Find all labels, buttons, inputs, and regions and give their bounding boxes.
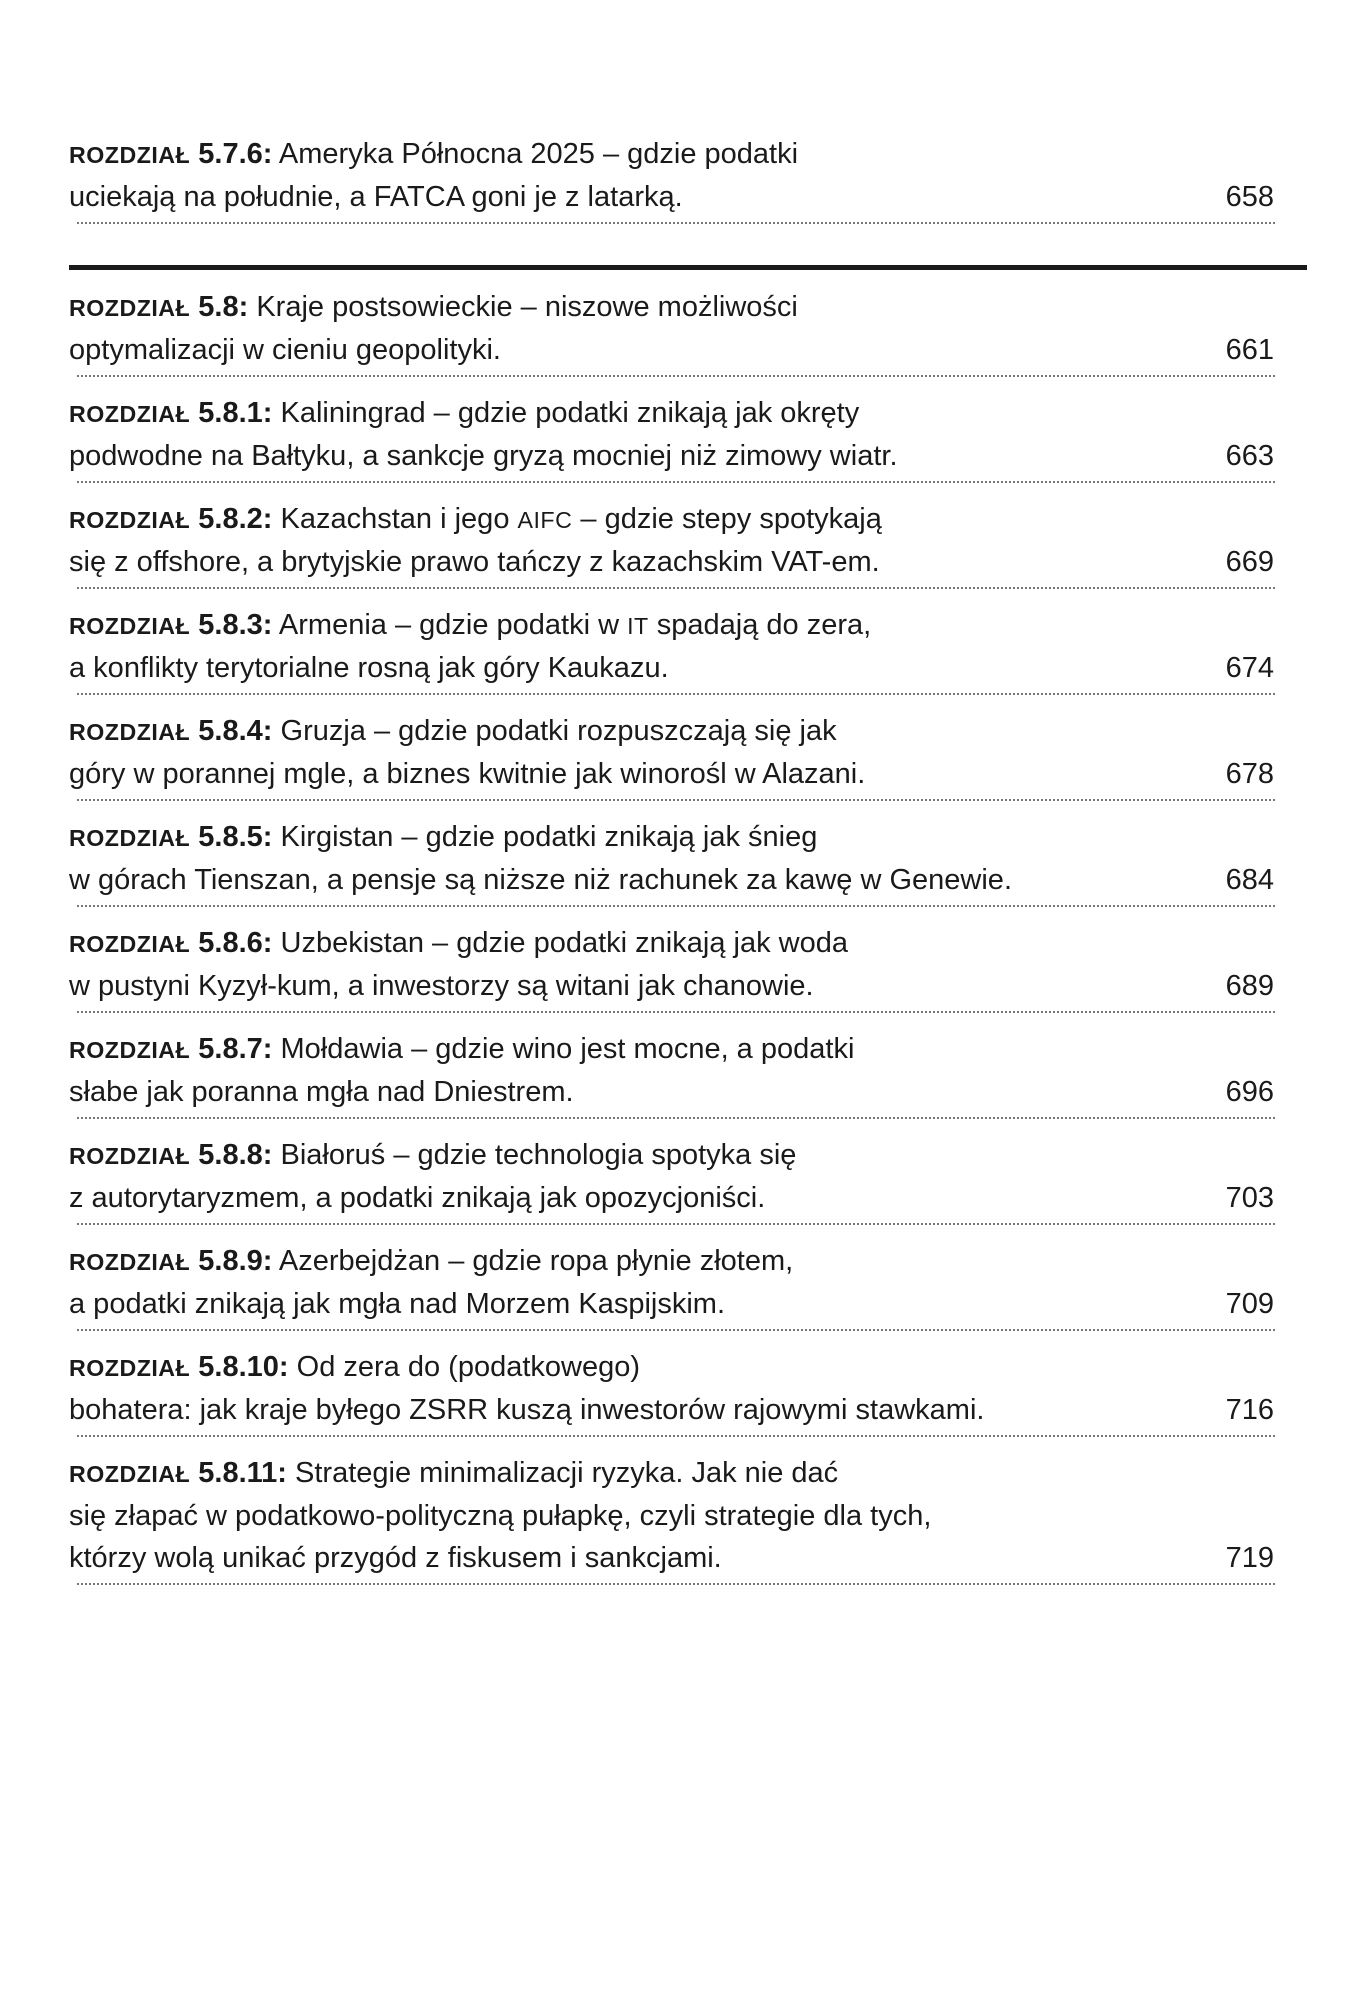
chapter-number: 5.8.6:: [198, 927, 273, 959]
entry-title-line: [69, 1283, 1279, 1325]
chapter-label-word: ROZDZIAŁ: [69, 613, 191, 639]
entry-title-text: którzy wolą unikać przygód z fiskusem i sankcjami.: [69, 1542, 722, 1574]
page-number: 661: [1225, 334, 1274, 366]
page-number: 709: [1225, 1288, 1274, 1320]
chapter-label-word: ROZDZIAŁ: [69, 507, 191, 533]
title-segment: Kazachstan i jego: [280, 503, 518, 535]
chapter-label-word: ROZDZIAŁ: [69, 401, 191, 427]
chapter-number: 5.8:: [198, 291, 249, 323]
entry-title-line: [69, 753, 1279, 795]
entry-title-text: uciekają na południe, a FATCA goni je z latarką.: [69, 181, 683, 213]
toc-entry: [69, 1028, 1279, 1117]
toc-entry: [69, 286, 1279, 375]
chapter-label-word: ROZDZIAŁ: [69, 1143, 191, 1169]
entry-title-line: [69, 1537, 1279, 1579]
entry-title-text: Azerbejdżan – gdzie ropa płynie złotem,: [278, 1245, 794, 1277]
toc-entry: [69, 1452, 1279, 1583]
chapter-number: 5.8.7:: [198, 1033, 273, 1065]
page-number: 663: [1225, 440, 1274, 472]
page-number: 689: [1225, 970, 1274, 1002]
entry-title-line: [69, 1177, 1279, 1219]
entry-title-line: [69, 1071, 1279, 1113]
toc-entry: [69, 498, 1279, 587]
entry-title-text: a podatki znikają jak mgła nad Morzem Kaspijskim.: [69, 1288, 725, 1320]
toc-entry: [69, 392, 1279, 481]
entry-title-line: [69, 859, 1279, 901]
entry-title-text: Uzbekistan – gdzie podatki znikają jak woda: [280, 927, 848, 959]
entry-title-text: podwodne na Bałtyku, a sankcje gryzą mocniej niż zimowy wiatr.: [69, 440, 898, 472]
chapter-number: 5.8.1:: [198, 397, 273, 429]
page-number: 696: [1225, 1076, 1274, 1108]
chapter-label-word: ROZDZIAŁ: [69, 1355, 191, 1381]
chapter-number: 5.8.3:: [198, 609, 273, 641]
chapter-label-word: ROZDZIAŁ: [69, 295, 191, 321]
entry-title-line: [69, 1346, 1279, 1389]
entry-title-line: [69, 1240, 1279, 1283]
entry-title-line: [69, 286, 1279, 329]
toc-entry: [69, 816, 1279, 905]
chapter-label-word: ROZDZIAŁ: [69, 931, 191, 957]
entry-title-line: [69, 965, 1279, 1007]
chapter-number: 5.7.6:: [198, 138, 273, 170]
toc-entry: [69, 133, 1279, 222]
entry-title-line: [69, 435, 1279, 477]
entry-title-text: w pustyni Kyzył-kum, a inwestorzy są witani jak chanowie.: [69, 970, 814, 1002]
chapter-number: 5.8.11:: [198, 1457, 287, 1489]
chapter-number: 5.8.2:: [198, 503, 273, 535]
entry-title-line: [69, 604, 1279, 647]
toc-entry: [69, 922, 1279, 1011]
entry-title-text: Ameryka Północna 2025 – gdzie podatki: [278, 138, 799, 170]
chapter-label-word: ROZDZIAŁ: [69, 1037, 191, 1063]
toc-section-5-8: [69, 286, 1279, 1583]
entry-title-line: [69, 1028, 1279, 1071]
title-segment: Armenia – gdzie podatki w: [278, 609, 628, 641]
entry-title-text: Kraje postsowieckie – niszowe możliwości: [256, 291, 798, 323]
toc-section-5-7: [69, 133, 1279, 222]
page-number: 678: [1225, 758, 1274, 790]
chapter-label-word: ROZDZIAŁ: [69, 1461, 191, 1487]
entry-title-line: [69, 329, 1279, 371]
acronym: AIFC: [517, 507, 573, 533]
entry-title-text: Gruzja – gdzie podatki rozpuszczają się jak: [280, 715, 837, 747]
entry-title-text: Mołdawia – gdzie wino jest mocne, a podatki: [280, 1033, 855, 1065]
entry-title-text: Kaliningrad – gdzie podatki znikają jak okręty: [280, 397, 860, 429]
entry-title-text: z autorytaryzmem, a podatki znikają jak opozycjoniści.: [69, 1182, 766, 1214]
entry-title-text: bohatera: jak kraje byłego ZSRR kuszą inwestorów rajowymi stawkami.: [69, 1394, 985, 1426]
page-number: 719: [1225, 1542, 1274, 1574]
entry-title-text: się złapać w podatkowo-polityczną pułapkę, czyli strategie dla tych,: [69, 1500, 932, 1532]
page-number: 674: [1225, 652, 1274, 684]
chapter-label-word: ROZDZIAŁ: [69, 825, 191, 851]
toc-entry: [69, 710, 1279, 799]
entry-title-line: [69, 710, 1279, 753]
page-number: 684: [1225, 864, 1274, 896]
chapter-number: 5.8.5:: [198, 821, 273, 853]
entry-title-line: [69, 1389, 1279, 1431]
entry-title-line: [69, 1495, 1279, 1537]
entry-title-text: Białoruś – gdzie technologia spotyka się: [280, 1139, 797, 1171]
chapter-number: 5.8.8:: [198, 1139, 273, 1171]
entry-title-line: [69, 1452, 1279, 1495]
acronym: IT: [627, 613, 649, 639]
chapter-number: 5.8.10:: [198, 1351, 289, 1383]
entry-title-text: w górach Tienszan, a pensje są niższe niż rachunek za kawę w Genewie.: [69, 864, 1012, 896]
toc-entry: [69, 1346, 1279, 1435]
chapter-number: 5.8.4:: [198, 715, 273, 747]
entry-title-text: Kirgistan – gdzie podatki znikają jak śnieg: [280, 821, 818, 853]
chapter-label-word: ROZDZIAŁ: [69, 719, 191, 745]
chapter-number: 5.8.9:: [198, 1245, 273, 1277]
entry-title-line: [69, 1134, 1279, 1177]
entry-title-text: Od zera do (podatkowego): [296, 1351, 641, 1383]
entry-title-text: Strategie minimalizacji ryzyka. Jak nie dać: [295, 1457, 839, 1489]
page-number: 716: [1225, 1394, 1274, 1426]
entry-title-line: [69, 816, 1279, 859]
entry-title-line: [69, 176, 1279, 218]
entry-title-line: [69, 498, 1279, 541]
toc-entry: [69, 604, 1279, 693]
section-divider: [69, 265, 1307, 270]
entry-title-line: [69, 541, 1279, 583]
entry-title-text: słabe jak poranna mgła nad Dniestrem.: [69, 1076, 574, 1108]
toc-entry: [69, 1134, 1279, 1223]
chapter-label-word: ROZDZIAŁ: [69, 142, 191, 168]
entry-title-line: [69, 133, 1279, 176]
toc-entry: [69, 1240, 1279, 1329]
entry-title-line: [69, 647, 1279, 689]
title-segment: – gdzie stepy spotykają: [572, 503, 882, 535]
entry-title-line: [69, 392, 1279, 435]
entry-title-text: góry w porannej mgle, a biznes kwitnie jak winorośl w Alazani.: [69, 758, 866, 790]
chapter-label-word: ROZDZIAŁ: [69, 1249, 191, 1275]
title-segment: spadają do zera,: [648, 609, 872, 641]
page-number: 669: [1225, 546, 1274, 578]
page-number: 658: [1225, 181, 1274, 213]
entry-title-line: [69, 922, 1279, 965]
entry-title-text: a konflikty terytorialne rosną jak góry Kaukazu.: [69, 652, 669, 684]
table-of-contents: [69, 133, 1279, 1600]
page-number: 703: [1225, 1182, 1274, 1214]
entry-title-text: optymalizacji w cieniu geopolityki.: [69, 334, 501, 366]
entry-title-text: się z offshore, a brytyjskie prawo tańczy z kazachskim VAT-em.: [69, 546, 880, 578]
